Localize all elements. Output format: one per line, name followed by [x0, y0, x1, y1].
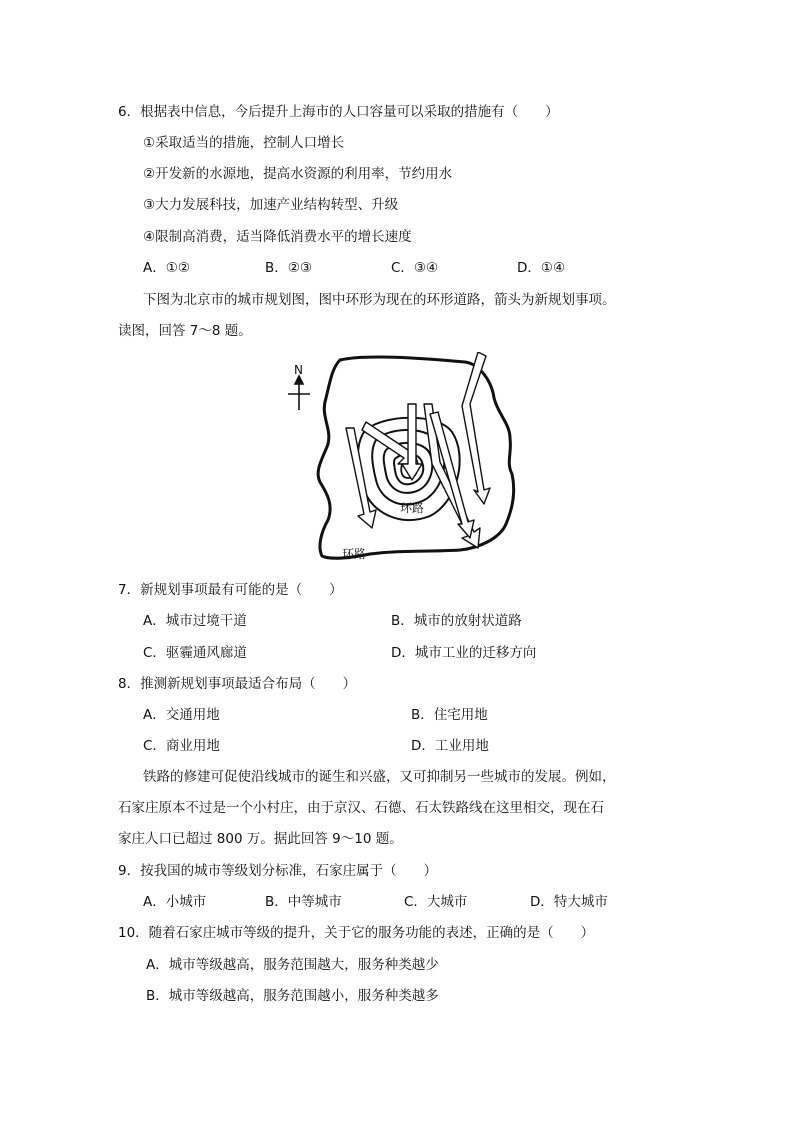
q10-option-b: B．城市等级越高，服务范围越小，服务种类越多 — [146, 988, 439, 1004]
q6-option-d: D．①④ — [517, 260, 566, 276]
q8-stem: 8．推测新规划事项最适合布局（ ） — [118, 676, 357, 692]
intro-9-10-line-3: 家庄人口已超过 800 万。据此回答 9～10 题。 — [118, 831, 403, 847]
beijing-planning-map — [280, 352, 520, 564]
q7-stem: 7．新规划事项最有可能的是（ ） — [118, 582, 343, 598]
q9-option-c: C．大城市 — [404, 894, 468, 910]
q6-item-3: ③大力发展科技，加速产业结构转型、升级 — [143, 197, 399, 213]
q9-option-a: A．小城市 — [143, 894, 207, 910]
q6-option-c: C．③④ — [391, 260, 439, 276]
outer-ring-label: 环路 — [342, 547, 367, 561]
q6-option-a: A．①② — [143, 260, 190, 276]
q6-item-1: ①采取适当的措施，控制人口增长 — [143, 135, 345, 151]
q8-option-b: B．住宅用地 — [411, 707, 488, 723]
q8-option-a: A．交通用地 — [143, 707, 220, 723]
q9-stem: 9．按我国的城市等级划分标准，石家庄属于（ ） — [118, 863, 438, 879]
q6-stem: 6．根据表中信息，今后提升上海市的人口容量可以采取的措施有（ ） — [118, 104, 559, 120]
q7-option-d: D．城市工业的迁移方向 — [391, 645, 537, 661]
intro-7-8-line-2: 读图，回答 7～8 题。 — [118, 323, 252, 339]
q7-option-b: B．城市的放射状道路 — [391, 613, 522, 629]
q9-option-b: B．中等城市 — [265, 894, 342, 910]
north-label: N — [294, 363, 303, 377]
intro-9-10-line-1: 铁路的修建可促使沿线城市的诞生和兴盛，又可抑制另一些城市的发展。例如， — [143, 769, 616, 785]
intro-7-8-line-1: 下图为北京市的城市规划图，图中环形为现在的环形道路，箭头为新规划事项。 — [143, 292, 616, 308]
q9-option-d: D．特大城市 — [530, 894, 608, 910]
q6-item-2: ②开发新的水源地，提高水资源的利用率，节约用水 — [143, 166, 453, 182]
q6-item-4: ④限制高消费，适当降低消费水平的增长速度 — [143, 229, 412, 245]
north-arrow-icon — [288, 376, 310, 410]
q8-option-d: D．工业用地 — [411, 738, 489, 754]
q7-option-c: C．驱霾通风廊道 — [143, 645, 247, 661]
q10-option-a: A．城市等级越高，服务范围越大，服务种类越少 — [146, 957, 439, 973]
q7-option-a: A．城市过境干道 — [143, 613, 247, 629]
q6-option-b: B．②③ — [265, 260, 312, 276]
intro-9-10-line-2: 石家庄原本不过是一个小村庄，由于京汉、石德、石太铁路线在这里相交，现在石 — [118, 800, 604, 816]
q10-stem: 10．随着石家庄城市等级的提升，关于它的服务功能的表述，正确的是（ ） — [118, 925, 595, 941]
arrow-west-down — [346, 428, 376, 528]
inner-ring-label: 环路 — [400, 501, 425, 515]
map-figure — [280, 352, 520, 564]
q8-option-c: C．商业用地 — [143, 738, 220, 754]
